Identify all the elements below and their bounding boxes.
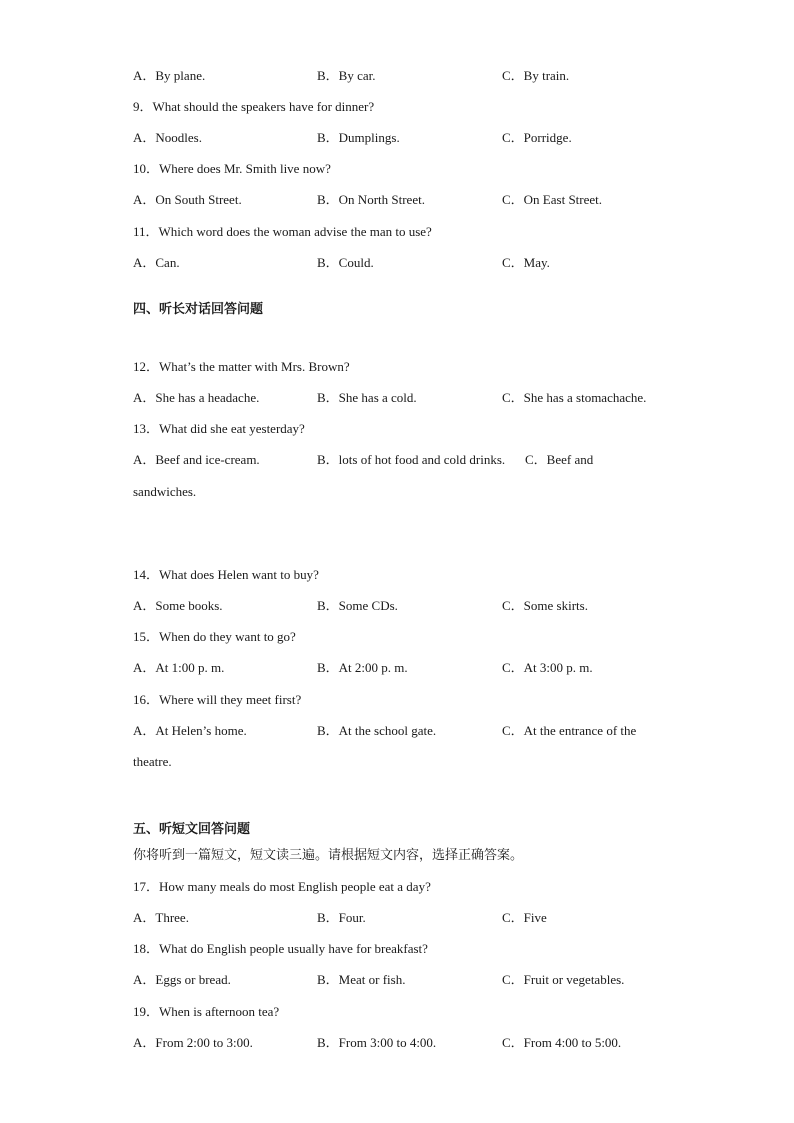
q11-option-a: A．Can.: [133, 255, 180, 270]
q11-option-c: C．May.: [502, 255, 550, 270]
q9-question: 9．What should the speakers have for dinner?: [133, 99, 375, 114]
q16-option-b: B．At the school gate.: [317, 723, 437, 738]
q16-option-c: C．At the entrance of the: [502, 723, 637, 738]
q13-question: 13．What did she eat yesterday?: [133, 421, 305, 436]
q18-option-a: A．Eggs or bread.: [133, 972, 231, 987]
q15-question: 15．When do they want to go?: [133, 629, 296, 644]
q10-option-b: B．On North Street.: [317, 192, 425, 207]
q14-option-a: A．Some books.: [133, 598, 223, 613]
q19-option-c: C．From 4:00 to 5:00.: [502, 1035, 622, 1050]
q16-option-a: A．At Helen’s home.: [133, 723, 247, 738]
q12-option-c: C．She has a stomachache.: [502, 390, 647, 405]
q12-option-b: B．She has a cold.: [317, 390, 417, 405]
section-5-heading: 五、听短文回答问题: [133, 822, 251, 837]
q16-option-c-continuation: theatre.: [133, 754, 172, 769]
q14-option-b: B．Some CDs.: [317, 598, 398, 613]
q17-option-c: C．Five: [502, 910, 547, 925]
q17-question: 17．How many meals do most English people eat a day?: [133, 879, 431, 894]
q9-option-c: C．Porridge.: [502, 130, 572, 145]
section-4-heading: 四、听长对话回答问题: [133, 302, 264, 317]
q10-option-c: C．On East Street.: [502, 192, 603, 207]
q10-question: 10．Where does Mr. Smith live now?: [133, 161, 331, 176]
q13-option-c-continuation: sandwiches.: [133, 484, 197, 499]
q12-option-a: A．She has a headache.: [133, 390, 260, 405]
q16-question: 16．Where will they meet first?: [133, 692, 302, 707]
q17-option-b: B．Four.: [317, 910, 366, 925]
q13-option-a: A．Beef and ice-cream.: [133, 452, 260, 467]
q19-option-a: A．From 2:00 to 3:00.: [133, 1035, 253, 1050]
q12-question: 12．What’s the matter with Mrs. Brown?: [133, 359, 350, 374]
q17-option-a: A．Three.: [133, 910, 189, 925]
q8-option-c: C．By train.: [502, 68, 570, 83]
q10-option-a: A．On South Street.: [133, 192, 242, 207]
q19-question: 19．When is afternoon tea?: [133, 1004, 280, 1019]
q18-option-b: B．Meat or fish.: [317, 972, 406, 987]
q14-question: 14．What does Helen want to buy?: [133, 567, 319, 582]
q13-option-c: C．Beef and: [525, 452, 594, 467]
q11-question: 11．Which word does the woman advise the man to use?: [133, 224, 432, 239]
q13-option-b: B．lots of hot food and cold drinks.: [317, 452, 506, 467]
q9-option-a: A．Noodles.: [133, 130, 202, 145]
q8-option-a: A．By plane.: [133, 68, 206, 83]
section-5-instructions: 你将听到一篇短文，短文读三遍。请根据短文内容，选择正确答案。: [133, 848, 524, 863]
q9-option-b: B．Dumplings.: [317, 130, 400, 145]
q15-option-a: A．At 1:00 p. m.: [133, 660, 225, 675]
q15-option-c: C．At 3:00 p. m.: [502, 660, 593, 675]
q14-option-c: C．Some skirts.: [502, 598, 588, 613]
q18-question: 18．What do English people usually have for breakfast?: [133, 941, 428, 956]
q18-option-c: C．Fruit or vegetables.: [502, 972, 625, 987]
q15-option-b: B．At 2:00 p. m.: [317, 660, 408, 675]
q19-option-b: B．From 3:00 to 4:00.: [317, 1035, 437, 1050]
q8-option-b: B．By car.: [317, 68, 376, 83]
q11-option-b: B．Could.: [317, 255, 374, 270]
